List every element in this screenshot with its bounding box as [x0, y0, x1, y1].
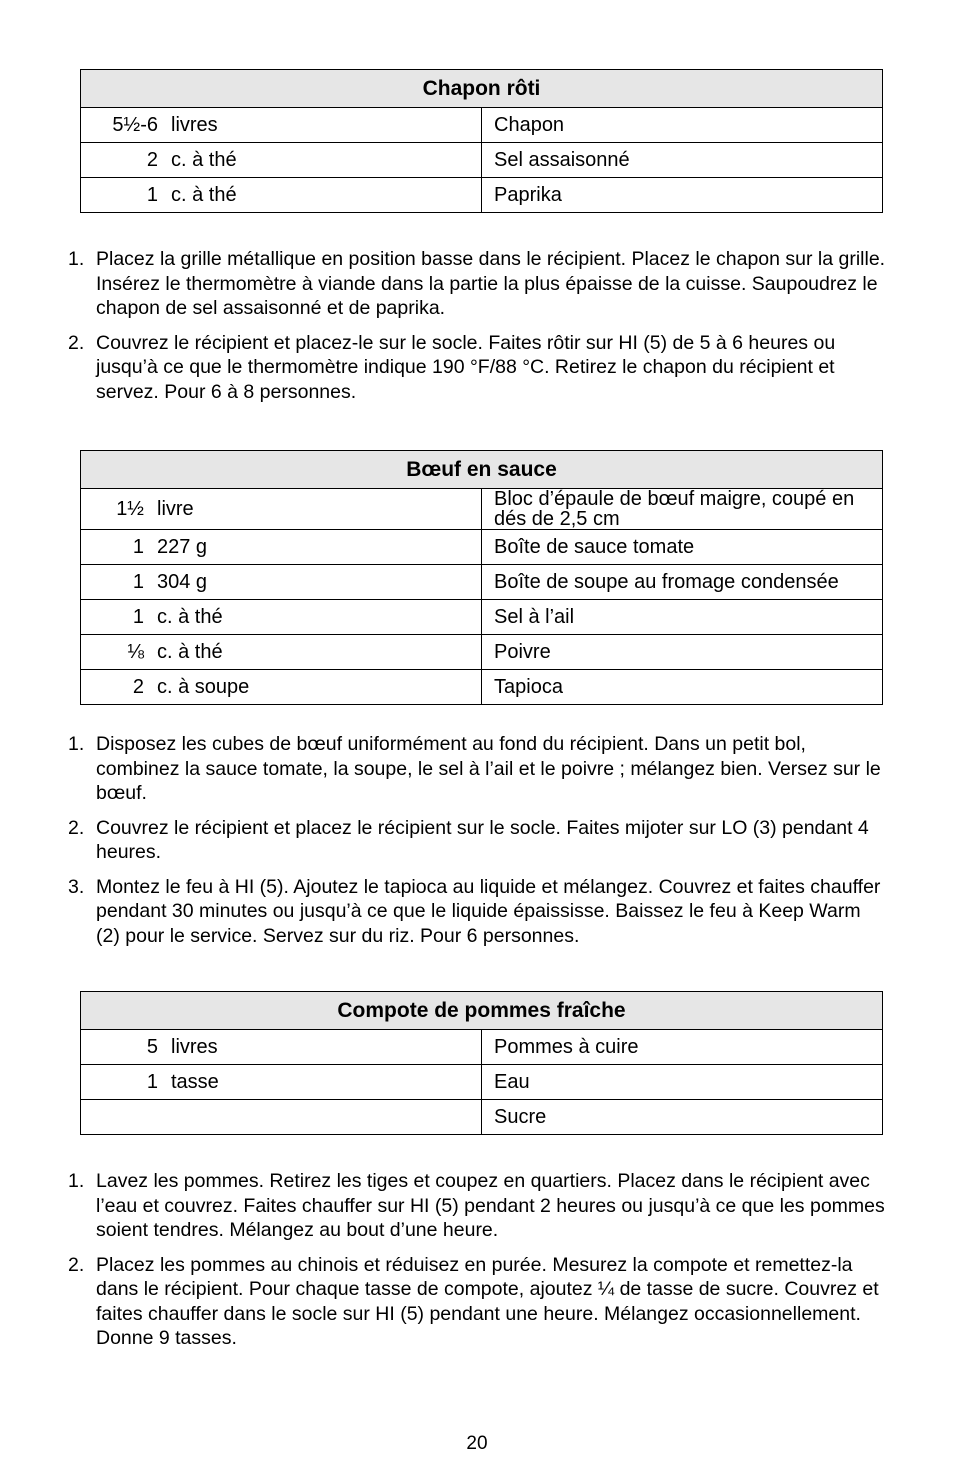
ingredient-unit: tasse: [171, 1071, 219, 1093]
table-row: [81, 600, 883, 635]
table-row: [81, 565, 883, 600]
ingredient-qty: 1: [132, 536, 144, 558]
ingredient-unit: livres: [171, 1036, 218, 1058]
ingredient-item: Tapioca: [482, 670, 883, 705]
recipe-title: Bœuf en sauce: [81, 451, 883, 489]
ingredient-qty: 1: [132, 571, 144, 593]
ingredient-qty: 1: [146, 1071, 158, 1093]
list-item: [68, 331, 888, 405]
ingredient-qty: 1: [132, 606, 144, 628]
ingredient-item: Sel à l’ail: [482, 600, 883, 635]
recipe-title: Chapon rôti: [81, 70, 883, 108]
list-item: [68, 816, 888, 865]
ingredient-item: Pommes à cuire: [482, 1030, 883, 1065]
ingredient-item: Eau: [482, 1065, 883, 1100]
table-row: [81, 143, 883, 178]
recipe-title: Compote de pommes fraîche: [81, 992, 883, 1030]
table-row: [81, 178, 883, 213]
ingredient-unit: livres: [171, 114, 218, 136]
step-number: 1.: [68, 1170, 85, 1192]
table-row: [81, 1100, 883, 1135]
step-number: 2.: [68, 1253, 85, 1276]
recipe-table-compote: [80, 991, 883, 1135]
table-row: [81, 108, 883, 143]
ingredient-unit: c. à soupe: [157, 676, 250, 698]
ingredient-qty: 1: [146, 184, 158, 206]
step-text: Placez les pommes au chinois et réduisez en purée. Mesurez la compote et remettez-la dans le récipient. Pour chaque tasse de compote, ajoutez ¼ de tasse de sucre. Couvrez et faites chauffer dans le socle sur HI (5) pendant une heure. Mélangez occasionnellement. Donne 9 tasses.: [96, 1253, 879, 1349]
step-number: 1.: [68, 248, 85, 270]
ingredient-item: Sucre: [482, 1100, 883, 1135]
ingredient-unit: 304 g: [157, 571, 208, 593]
recipe-steps-boeuf: [68, 732, 888, 958]
step-text: Couvrez le récipient et placez-le sur le socle. Faites rôtir sur HI (5) de 5 à 6 heures ou jusqu’à ce que le thermomètre indique 190 °F/88 °C. Retirez le chapon du récipient et servez. Pour 6 à 8 personnes.: [96, 331, 836, 403]
step-text: Lavez les pommes. Retirez les tiges et coupez en quartiers. Placez dans le récipient avec l’eau et couvrez. Faites chauffer sur HI (5) pendant 2 heures ou jusqu’à ce que les pommes soient tendres. Mélangez au bout d’une heure.: [96, 1170, 885, 1241]
step-text: Couvrez le récipient et placez le récipient sur le socle. Faites mijoter sur LO (3) pendant 4 heures.: [96, 816, 869, 863]
table-row: [81, 1065, 883, 1100]
table-row: [81, 489, 883, 530]
recipe-steps-chapon: [68, 247, 888, 414]
ingredient-item: Bloc d’épaule de bœuf maigre, coupé en dés de 2,5 cm: [482, 489, 883, 530]
list-item: [68, 1169, 888, 1243]
step-number: 1.: [68, 733, 85, 755]
ingredient-unit: livre: [157, 498, 194, 520]
recipe-table-boeuf: [80, 450, 883, 705]
table-row: [81, 530, 883, 565]
ingredient-item: Boîte de soupe au fromage condensée: [482, 565, 883, 600]
table-row: [81, 635, 883, 670]
ingredient-qty: 5½-6: [112, 114, 158, 136]
list-item: [68, 247, 888, 321]
table-row: [81, 1030, 883, 1065]
step-text: Montez le feu à HI (5). Ajoutez le tapioca au liquide et mélangez. Couvrez et faites chauffer pendant 30 minutes ou jusqu’à ce que le liquide épaississe. Baissez le feu à Keep Warm (2) pour le service. Servez sur du riz. Pour 6 personnes.: [96, 875, 881, 947]
ingredient-qty: 2: [132, 676, 144, 698]
list-item: [68, 732, 888, 806]
ingredient-qty: 1½: [116, 498, 144, 520]
step-number: 3.: [68, 875, 85, 898]
list-item: [68, 1253, 888, 1351]
step-number: 2.: [68, 816, 85, 839]
ingredient-item: Chapon: [482, 108, 883, 143]
step-number: 2.: [68, 331, 85, 354]
recipe-steps-compote: [68, 1169, 888, 1361]
step-text: Placez la grille métallique en position basse dans le récipient. Placez le chapon sur la grille. Insérez le thermomètre à viande dans la partie la plus épaisse de la cuisse. Saupoudrez le chapon de sel assaisonné et de paprika.: [96, 248, 886, 319]
table-row: [81, 670, 883, 705]
ingredient-qty: 5: [146, 1036, 158, 1058]
ingredient-unit: 227 g: [157, 536, 208, 558]
ingredient-unit: c. à thé: [171, 184, 237, 206]
step-text: Disposez les cubes de bœuf uniformément au fond du récipient. Dans un petit bol, combinez la sauce tomate, la soupe, le sel à l’ail et le poivre ; mélangez bien. Versez sur le bœuf.: [96, 733, 881, 804]
ingredient-item: Sel assaisonné: [482, 143, 883, 178]
ingredient-unit: c. à thé: [171, 149, 237, 171]
list-item: [68, 875, 888, 949]
ingredient-item: Boîte de sauce tomate: [482, 530, 883, 565]
ingredient-qty: ⅛: [127, 641, 144, 663]
recipe-table-chapon: [80, 69, 883, 213]
page-number: 20: [466, 1433, 488, 1454]
ingredient-unit: c. à thé: [157, 641, 223, 663]
ingredient-item: Paprika: [482, 178, 883, 213]
ingredient-unit: c. à thé: [157, 606, 223, 628]
ingredient-qty: 2: [146, 149, 158, 171]
ingredient-item: Poivre: [482, 635, 883, 670]
